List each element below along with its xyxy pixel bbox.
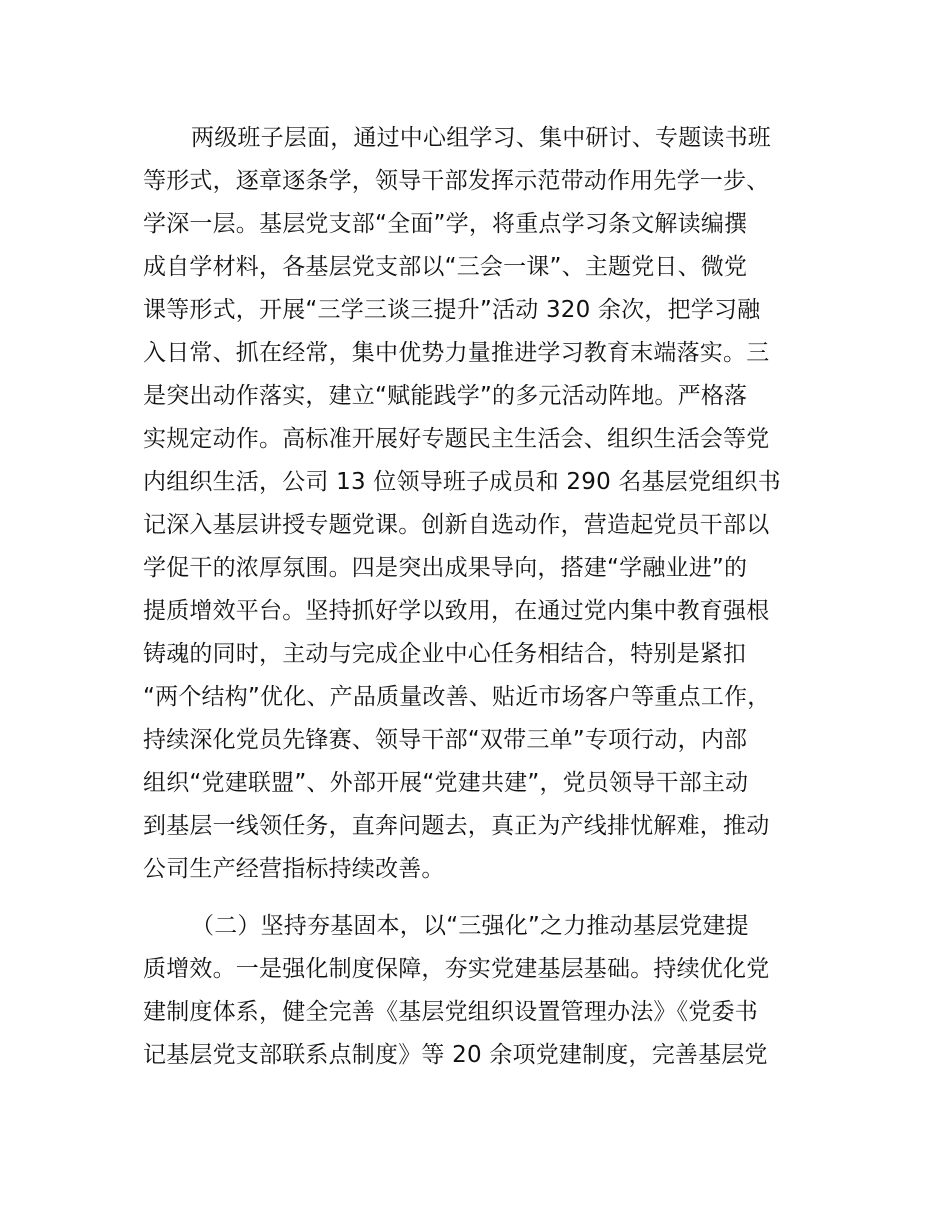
text-line: “两个结构”优化、产品质量改善、贴近市场客户等重点工作， bbox=[143, 684, 771, 710]
text-line: 铸魂的同时，主动与完成企业中心任务相结合，特别是紧扣 bbox=[143, 641, 747, 667]
text-line: 学促干的浓厚氛围。四是突出成果导向，搭建“学融业进”的 bbox=[143, 555, 748, 581]
text-line: 记基层党支部联系点制度》等 20 余项党建制度，完善基层党 bbox=[143, 1042, 768, 1068]
text-line: 建制度体系，健全完善《基层党组织设置管理办法》《党委书 bbox=[143, 999, 758, 1025]
text-line: 两级班子层面，通过中心组学习、集中研讨、专题读书班 bbox=[191, 125, 771, 151]
text-line: 到基层一线领任务，直奔问题去，真正为产线排忧解难，推动 bbox=[143, 813, 770, 839]
text-line: 公司生产经营指标持续改善。 bbox=[143, 856, 445, 882]
text-line: （二）坚持夯基固本，以“三强化”之力推动基层党建提 bbox=[191, 913, 749, 939]
text-line: 是突出动作落实，建立“赋能践学”的多元活动阵地。严格落 bbox=[143, 383, 748, 409]
text-line: 持续深化党员先锋赛、领导干部“双带三单”专项行动，内部 bbox=[143, 727, 748, 753]
text-line: 提质增效平台。坚持抓好学以致用，在通过党内集中教育强根 bbox=[143, 598, 770, 624]
text-line: 学深一层。基层党支部“全面”学，将重点学习条文解读编撰 bbox=[143, 211, 748, 237]
text-line: 成自学材料，各基层党支部以“三会一课”、主题党日、微党 bbox=[143, 254, 748, 280]
text-line: 课等形式，开展“三学三谈三提升”活动 320 余次，把学习融 bbox=[143, 297, 761, 323]
text-line: 记深入基层讲授专题党课。创新自选动作，营造起党员干部以 bbox=[143, 512, 770, 538]
text-line: 实规定动作。高标准开展好专题民主生活会、组织生活会等党 bbox=[143, 426, 770, 452]
text-line: 质增效。一是强化制度保障，夯实党建基层基础。持续优化党 bbox=[143, 956, 770, 982]
text-line: 内组织生活，公司 13 位领导班子成员和 290 名基层党组织书 bbox=[143, 469, 781, 495]
text-line: 入日常、抓在经常，集中优势力量推进学习教育末端落实。三 bbox=[143, 340, 770, 366]
text-line: 等形式，逐章逐条学，领导干部发挥示范带动作用先学一步、 bbox=[143, 168, 770, 194]
text-line: 组织“党建联盟”、外部开展“党建共建”，党员领导干部主动 bbox=[143, 770, 749, 796]
